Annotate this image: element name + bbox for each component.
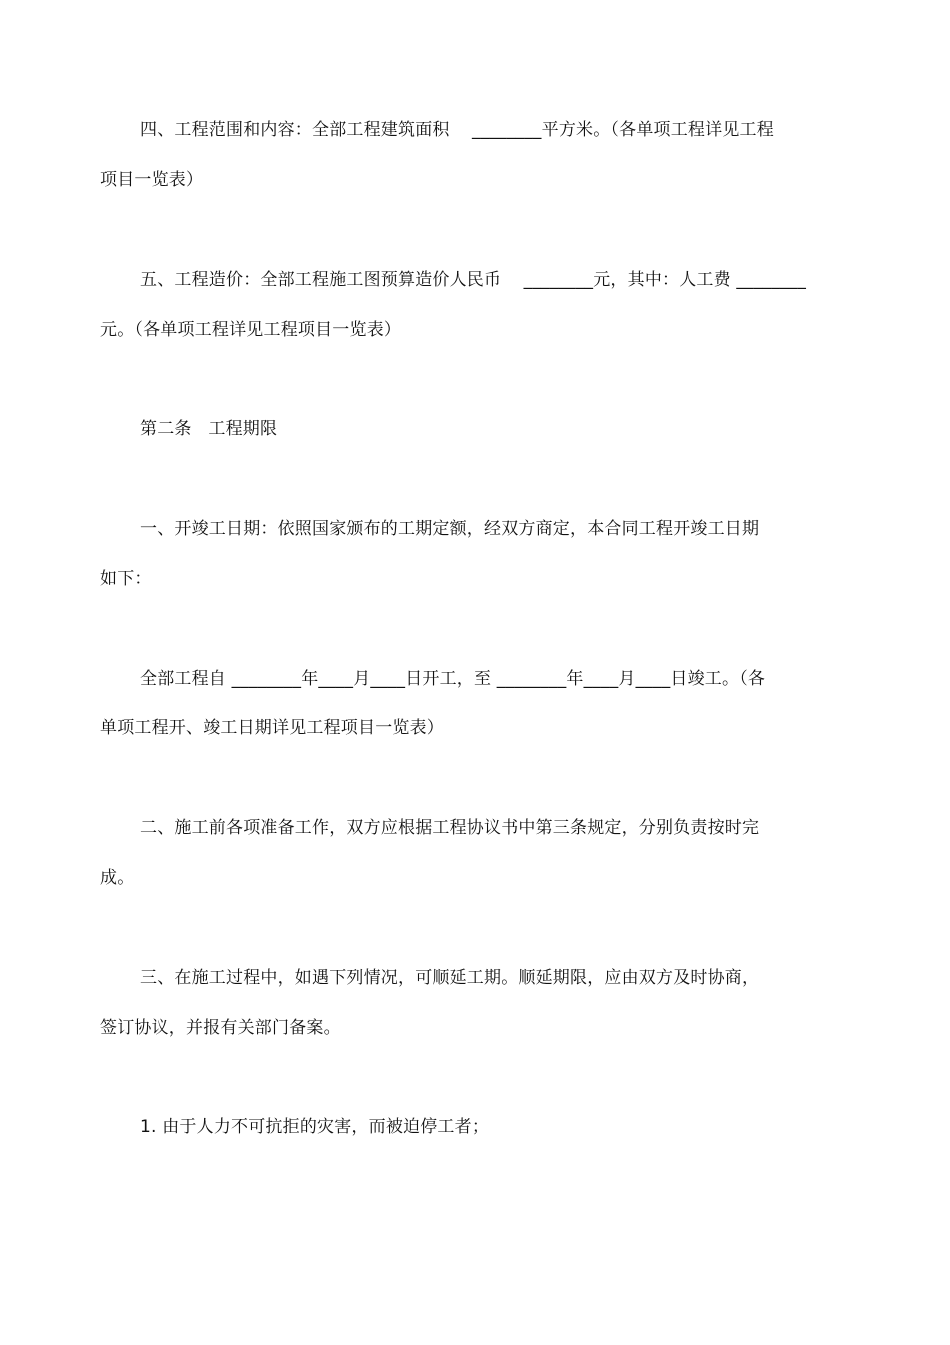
article-two-heading: 第二条 工程期限	[140, 419, 278, 439]
item-one-line-1: 一、开竣工日期：依照国家颁布的工期定额，经双方商定，本合同工程开竣工日期	[140, 519, 760, 539]
item-three-line-1: 三、在施工过程中，如遇下列情况，可顺延工期。顺延期限，应由双方及时协商，	[140, 968, 760, 988]
section-five-line-2: 元。（各单项工程详见工程项目一览表）	[100, 320, 402, 340]
section-four-line-2: 项目一览表）	[100, 170, 204, 190]
section-five-line-1: 五、工程造价：全部工程施工图预算造价人民币 ________元，其中：人工费 ________	[140, 270, 807, 290]
sub-item-one: 1. 由于人力不可抗拒的灾害，而被迫停工者；	[140, 1117, 490, 1137]
schedule-line-1: 全部工程自 ________年____月____日开工，至 ________年____月____日竣工。（各	[140, 669, 766, 689]
section-four-line-1: 四、工程范围和内容：全部工程建筑面积 ________平方米。（各单项工程详见工程	[140, 120, 774, 140]
item-two-line-2: 成。	[100, 868, 135, 888]
item-three-line-2: 签订协议，并报有关部门备案。	[100, 1018, 341, 1038]
item-one-line-2: 如下：	[100, 569, 152, 589]
schedule-line-2: 单项工程开、竣工日期详见工程项目一览表）	[100, 718, 444, 738]
item-two-line-1: 二、施工前各项准备工作，双方应根据工程协议书中第三条规定，分别负责按时完	[140, 818, 760, 838]
